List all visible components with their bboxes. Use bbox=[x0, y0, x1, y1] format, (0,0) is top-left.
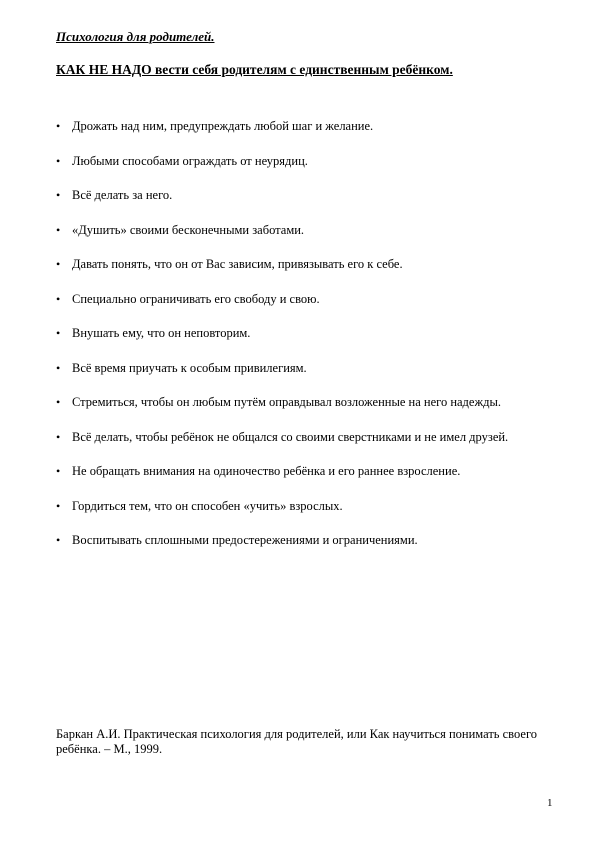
bullet-icon: • bbox=[56, 326, 61, 340]
list-item bbox=[56, 223, 553, 238]
bullet-icon: • bbox=[56, 119, 61, 133]
list-item-text: «Душить» своими бесконечными заботами. bbox=[72, 222, 305, 237]
list-item bbox=[56, 257, 553, 272]
list-item bbox=[56, 188, 553, 203]
list-item-text: Давать понять, что он от Вас зависим, привязывать его к себе. bbox=[72, 257, 403, 271]
bullet-icon: • bbox=[56, 429, 61, 444]
list-item bbox=[56, 499, 553, 514]
bullet-icon: • bbox=[56, 257, 61, 271]
page-title: КАК НЕ НАДО вести себя родителям с единственным ребёнком. bbox=[56, 62, 453, 77]
bullet-icon: • bbox=[56, 222, 61, 237]
bullet-icon: • bbox=[56, 395, 61, 409]
bullet-icon: • bbox=[56, 188, 61, 202]
list-item bbox=[56, 533, 553, 548]
list-item-text: Не обращать внимания на одиночество ребёнка и его раннее взросление. bbox=[72, 464, 461, 478]
list-item-text: Специально ограничивать его свободу и свою. bbox=[72, 291, 320, 306]
list-item bbox=[56, 326, 553, 341]
page-number: 1 bbox=[547, 797, 553, 809]
list-item-text: Любыми способами ограждать от неурядиц. bbox=[72, 153, 308, 168]
citation: Баркан А.И. Практическая психология для родителей, или Как научиться понимать своего ребёнка. – М., 1999. bbox=[56, 727, 538, 756]
list-item bbox=[56, 119, 553, 134]
bullet-icon: • bbox=[56, 498, 61, 513]
list-item-text: Внушать ему, что он неповторим. bbox=[72, 326, 251, 340]
list-item bbox=[56, 361, 553, 376]
list-item-text: Воспитывать сплошными предостережениями и ограничениями. bbox=[72, 533, 418, 547]
bullet-icon: • bbox=[56, 291, 61, 306]
list-item-text: Дрожать над ним, предупреждать любой шаг и желание. bbox=[72, 119, 374, 133]
bullet-list bbox=[56, 119, 553, 568]
list-item-text: Стремиться, чтобы он любым путём оправдывал возложенные на него надежды. bbox=[72, 395, 501, 409]
list-item-text: Гордиться тем, что он способен «учить» взрослых. bbox=[72, 498, 343, 513]
bullet-icon: • bbox=[56, 360, 61, 375]
list-item bbox=[56, 430, 553, 445]
list-item bbox=[56, 395, 553, 410]
bullet-icon: • bbox=[56, 533, 61, 547]
list-item-text: Всё делать за него. bbox=[72, 188, 173, 202]
list-item-text: Всё делать, чтобы ребёнок не общался со своими сверстниками и не имел друзей. bbox=[72, 429, 509, 444]
list-item bbox=[56, 464, 553, 479]
bullet-icon: • bbox=[56, 464, 61, 478]
list-item-text: Всё время приучать к особым привилегиям. bbox=[72, 360, 307, 375]
bullet-icon: • bbox=[56, 153, 61, 168]
list-item bbox=[56, 154, 553, 169]
list-item bbox=[56, 292, 553, 307]
section-title: Психология для родителей. bbox=[56, 29, 215, 44]
